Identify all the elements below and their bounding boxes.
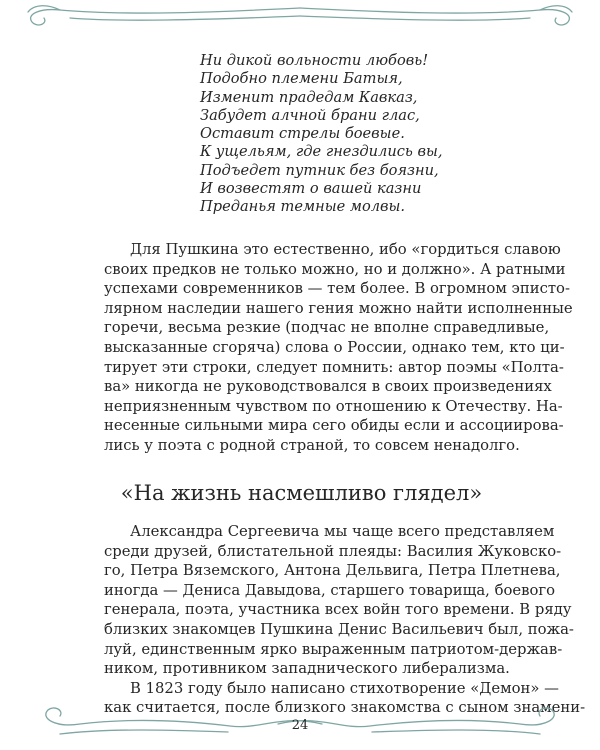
text-line: несенные сильными мира сего обиды если и ассоциирова- [104, 417, 564, 435]
page-number: 24 [291, 718, 309, 733]
poem-line: Оставит стрелы боевые. [200, 125, 405, 143]
text-line: близких знакомцев Пушкина Денис Васильевич был, пожа- [104, 620, 574, 638]
poem-line: Ни дикой вольности любовь! [200, 52, 429, 69]
text-line: Для Пушкина это естественно, ибо «гордиться славою [130, 241, 561, 258]
poem [200, 52, 500, 217]
text-line: генерала, поэта, участника всех войн того времени. В ряду [104, 601, 572, 619]
text-line: луй, единственным ярко выраженным патриотом-держав- [104, 640, 563, 658]
poem-line: Подобно племени Батыя, [200, 70, 403, 88]
text-line: горечи, весьма резкие (подчас не вполне справедливые, [104, 319, 550, 337]
text-line: тирует эти строки, следует помнить: автор поэмы «Полта- [104, 358, 564, 376]
text-line: лись у поэта с родной страной, то совсем ненадолго. [104, 436, 520, 454]
poem-line: Забудет алчной брани глас, [200, 106, 420, 124]
text-line: лярном наследии нашего гения можно найти исполненные [104, 299, 573, 317]
poem-line: К ущельям, где гнездились вы, [200, 143, 443, 161]
text-line: успехами современников — тем более. В огромном эписто- [104, 280, 570, 298]
text-line: своих предков не только можно, но и должно». А ратными [104, 260, 566, 278]
text-line: В 1823 году было написано стихотворение «Демон» — [130, 679, 559, 697]
section-heading: «На жизнь насмешливо глядел» [120, 481, 483, 505]
text-line: ником, противником западнического либерализма. [104, 660, 510, 678]
poem-line: Преданья темные молвы. [200, 198, 406, 216]
text-line: как считается, после близкого знакомства с сыном знамени- [104, 699, 586, 717]
poem-line: Подъедет путник без боязни, [200, 161, 439, 179]
paragraph-friends [104, 522, 586, 718]
poem-line: И возвестят о вашей казни [200, 180, 422, 198]
text-line: неприязненным чувством по отношению к Отечеству. На- [104, 397, 563, 415]
text-line: Александра Сергеевича мы чаще всего представляем [130, 523, 555, 540]
paragraph-pushkin-pride [104, 240, 573, 456]
top-ornament [0, 0, 600, 40]
text-line: иногда — Дениса Давыдова, старшего товарища, боевого [104, 581, 556, 599]
poem-line: Изменит прадедам Кавказ, [200, 88, 418, 106]
text-line: среди друзей, блистательной плеяды: Василия Жуковско- [104, 542, 562, 560]
text-line: го, Петра Вяземского, Антона Дельвига, Петра Плетнева, [104, 562, 561, 580]
text-line: высказанные сгоряча) слова о России, однако тем, кто ци- [104, 338, 565, 356]
text-line: ва» никогда не руководствовался в своих произведениях [104, 378, 552, 396]
